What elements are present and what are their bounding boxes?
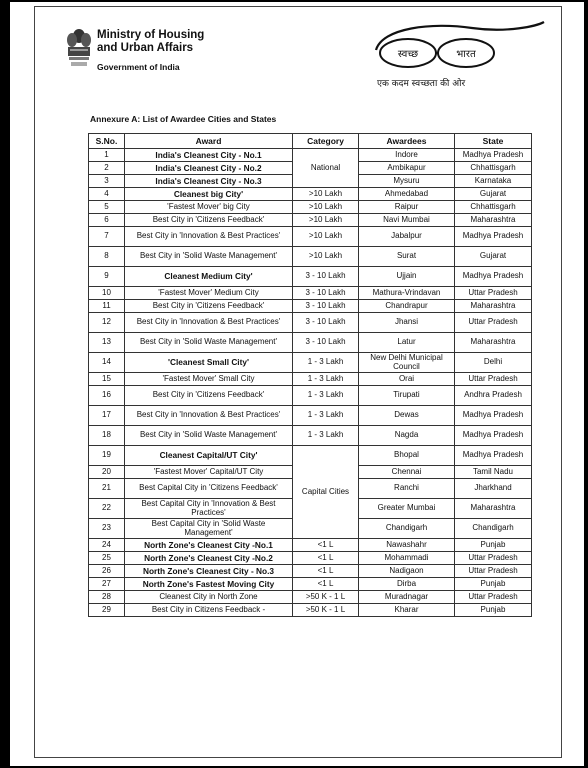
cell-sno: 23	[89, 519, 125, 539]
cell-awardee: Chennai	[359, 466, 455, 479]
cell-awardee: Raipur	[359, 201, 455, 214]
cell-awardee: Orai	[359, 373, 455, 386]
cell-category: <1 L	[293, 552, 359, 565]
cell-state: Maharashtra	[455, 333, 532, 353]
cell-sno: 27	[89, 578, 125, 591]
cell-category: >10 Lakh	[293, 247, 359, 267]
table-row	[89, 552, 532, 565]
cell-state: Madhya Pradesh	[455, 227, 532, 247]
tagline: एक कदम स्वच्छता की ओर	[377, 79, 466, 89]
cell-category: >50 K - 1 L	[293, 591, 359, 604]
col-header-sno: S.No.	[89, 134, 125, 149]
cell-awardee: Mohammadi	[359, 552, 455, 565]
table-row	[89, 188, 532, 201]
cell-awardee: Jhansi	[359, 313, 455, 333]
cell-award: 'Fastest Mover' big City	[125, 201, 293, 214]
cell-award: Best City in Citizens Feedback -	[125, 604, 293, 617]
cell-sno: 9	[89, 267, 125, 287]
table-body	[89, 149, 532, 617]
cell-award: Best City in 'Solid Waste Management'	[125, 426, 293, 446]
cell-awardee: Ranchi	[359, 479, 455, 499]
table-row	[89, 565, 532, 578]
cell-category: 1 - 3 Lakh	[293, 426, 359, 446]
cell-category: >10 Lakh	[293, 214, 359, 227]
table-header-row	[89, 134, 532, 149]
table-row	[89, 300, 532, 313]
cell-awardee: Indore	[359, 149, 455, 162]
cell-sno: 24	[89, 539, 125, 552]
cell-state: Gujarat	[455, 188, 532, 201]
cell-awardee: Navi Mumbai	[359, 214, 455, 227]
table-row	[89, 386, 532, 406]
cell-state: Maharashtra	[455, 300, 532, 313]
cell-state: Chandigarh	[455, 519, 532, 539]
cell-state: Maharashtra	[455, 499, 532, 519]
cell-sno: 13	[89, 333, 125, 353]
cell-awardee: Dewas	[359, 406, 455, 426]
national-emblem-icon	[65, 27, 93, 71]
cell-state: Madhya Pradesh	[455, 426, 532, 446]
ministry-line-1: Ministry of Housing	[97, 29, 205, 41]
cell-sno: 14	[89, 353, 125, 373]
cell-awardee: Nadigaon	[359, 565, 455, 578]
cell-state: Andhra Pradesh	[455, 386, 532, 406]
cell-sno: 2	[89, 162, 125, 175]
cell-awardee: Nawashahr	[359, 539, 455, 552]
table-row	[89, 406, 532, 426]
table-row	[89, 267, 532, 287]
cell-awardee: Nagda	[359, 426, 455, 446]
cell-award: North Zone's Cleanest City -No.2	[125, 552, 293, 565]
cell-awardee: Muradnagar	[359, 591, 455, 604]
cell-sno: 5	[89, 201, 125, 214]
col-header-awardees: Awardees	[359, 134, 455, 149]
cell-sno: 4	[89, 188, 125, 201]
cell-category: 3 - 10 Lakh	[293, 333, 359, 353]
cell-state: Chhattisgarh	[455, 162, 532, 175]
cell-sno: 15	[89, 373, 125, 386]
cell-awardee: Bhopal	[359, 446, 455, 466]
logo-word-left: स्वच्छ	[397, 49, 419, 60]
cell-awardee: Greater Mumbai	[359, 499, 455, 519]
cell-award: Best Capital City in 'Citizens Feedback'	[125, 479, 293, 499]
cell-sno: 11	[89, 300, 125, 313]
table-row	[89, 287, 532, 300]
cell-category: >10 Lakh	[293, 227, 359, 247]
cell-sno: 18	[89, 426, 125, 446]
cell-award: Cleanest City in North Zone	[125, 591, 293, 604]
cell-state: Karnataka	[455, 175, 532, 188]
cell-award: India's Cleanest City - No.1	[125, 149, 293, 162]
cell-award: 'Cleanest Small City'	[125, 353, 293, 373]
ministry-name	[97, 29, 204, 55]
cell-award: 'Fastest Mover' Small City	[125, 373, 293, 386]
cell-sno: 26	[89, 565, 125, 578]
cell-state: Punjab	[455, 604, 532, 617]
cell-awardee: Ahmedabad	[359, 188, 455, 201]
cell-state: Uttar Pradesh	[455, 313, 532, 333]
cell-award: Best City in 'Innovation & Best Practices'	[125, 313, 293, 333]
cell-category: 1 - 3 Lakh	[293, 386, 359, 406]
cell-category: 1 - 3 Lakh	[293, 353, 359, 373]
cell-awardee: Dirba	[359, 578, 455, 591]
col-header-state: State	[455, 134, 532, 149]
cell-awardee: Surat	[359, 247, 455, 267]
cell-category: <1 L	[293, 565, 359, 578]
cell-sno: 6	[89, 214, 125, 227]
cell-awardee: Chandrapur	[359, 300, 455, 313]
cell-category: <1 L	[293, 578, 359, 591]
cell-awardee: Kharar	[359, 604, 455, 617]
cell-award: Best Capital City in 'Innovation & Best Practices'	[125, 499, 293, 519]
col-header-category: Category	[293, 134, 359, 149]
cell-state: Uttar Pradesh	[455, 565, 532, 578]
cell-sno: 25	[89, 552, 125, 565]
cell-category-national: National	[293, 149, 359, 188]
swachh-bharat-logo	[372, 20, 548, 70]
cell-state: Uttar Pradesh	[455, 591, 532, 604]
cell-awardee: Ujjain	[359, 267, 455, 287]
cell-sno: 22	[89, 499, 125, 519]
cell-state: Punjab	[455, 578, 532, 591]
cell-award: North Zone's Fastest Moving City	[125, 578, 293, 591]
cell-sno: 28	[89, 591, 125, 604]
cell-category: 3 - 10 Lakh	[293, 300, 359, 313]
col-header-award: Award	[125, 134, 293, 149]
cell-category: 1 - 3 Lakh	[293, 373, 359, 386]
cell-sno: 17	[89, 406, 125, 426]
table-row	[89, 214, 532, 227]
logo-word-right: भारत	[456, 49, 476, 60]
cell-sno: 21	[89, 479, 125, 499]
cell-award: Best City in 'Citizens Feedback'	[125, 386, 293, 406]
cell-sno: 7	[89, 227, 125, 247]
cell-state: Uttar Pradesh	[455, 552, 532, 565]
table-row	[89, 227, 532, 247]
cell-sno: 29	[89, 604, 125, 617]
table-row	[89, 313, 532, 333]
cell-sno: 19	[89, 446, 125, 466]
cell-sno: 3	[89, 175, 125, 188]
cell-award: Cleanest Medium City'	[125, 267, 293, 287]
document-page	[10, 2, 584, 766]
cell-award: India's Cleanest City - No.2	[125, 162, 293, 175]
table-row	[89, 426, 532, 446]
table-row	[89, 201, 532, 214]
cell-awardee: Ambikapur	[359, 162, 455, 175]
cell-award: North Zone's Cleanest City -No.1	[125, 539, 293, 552]
cell-state: Gujarat	[455, 247, 532, 267]
cell-category: 3 - 10 Lakh	[293, 267, 359, 287]
cell-state: Maharashtra	[455, 214, 532, 227]
cell-awardee: Chandigarh	[359, 519, 455, 539]
table-row	[89, 591, 532, 604]
table-row	[89, 373, 532, 386]
table-row	[89, 247, 532, 267]
cell-category: 3 - 10 Lakh	[293, 287, 359, 300]
cell-category: <1 L	[293, 539, 359, 552]
table-row	[89, 333, 532, 353]
cell-award: Best City in 'Solid Waste Management'	[125, 247, 293, 267]
cell-award: Cleanest big City'	[125, 188, 293, 201]
cell-sno: 16	[89, 386, 125, 406]
awardee-table	[88, 133, 532, 617]
table-row	[89, 353, 532, 373]
cell-category: >10 Lakh	[293, 201, 359, 214]
cell-state: Madhya Pradesh	[455, 446, 532, 466]
cell-award: Best City in 'Solid Waste Management'	[125, 333, 293, 353]
cell-sno: 20	[89, 466, 125, 479]
table-row	[89, 149, 532, 162]
annex-title: Annexure A: List of Awardee Cities and States	[90, 114, 277, 124]
cell-state: Madhya Pradesh	[455, 149, 532, 162]
cell-award: Best City in 'Innovation & Best Practices'	[125, 227, 293, 247]
table-row	[89, 578, 532, 591]
cell-state: Punjab	[455, 539, 532, 552]
cell-award: Best City in 'Innovation & Best Practices'	[125, 406, 293, 426]
cell-state: Uttar Pradesh	[455, 373, 532, 386]
cell-category-capital: Capital Cities	[293, 446, 359, 539]
cell-category: >50 K - 1 L	[293, 604, 359, 617]
cell-award: 'Fastest Mover' Medium City	[125, 287, 293, 300]
cell-awardee: Tirupati	[359, 386, 455, 406]
cell-awardee: Mathura-Vrindavan	[359, 287, 455, 300]
cell-awardee: Latur	[359, 333, 455, 353]
cell-state: Delhi	[455, 353, 532, 373]
cell-sno: 12	[89, 313, 125, 333]
cell-award: 'Fastest Mover' Capital/UT City	[125, 466, 293, 479]
cell-category: 1 - 3 Lakh	[293, 406, 359, 426]
ministry-line-2: and Urban Affairs	[97, 42, 194, 54]
cell-award: Best Capital City in 'Solid Waste Management'	[125, 519, 293, 539]
cell-sno: 1	[89, 149, 125, 162]
cell-award: North Zone's Cleanest City - No.3	[125, 565, 293, 578]
government-label: Government of India	[97, 62, 180, 72]
table-row	[89, 446, 532, 466]
cell-sno: 8	[89, 247, 125, 267]
cell-award: Best City in 'Citizens Feedback'	[125, 214, 293, 227]
table-row	[89, 604, 532, 617]
cell-award: Cleanest Capital/UT City'	[125, 446, 293, 466]
cell-state: Madhya Pradesh	[455, 406, 532, 426]
cell-state: Jharkhand	[455, 479, 532, 499]
cell-state: Uttar Pradesh	[455, 287, 532, 300]
cell-award: Best City in 'Citizens Feedback'	[125, 300, 293, 313]
cell-category: >10 Lakh	[293, 188, 359, 201]
table-row	[89, 539, 532, 552]
cell-award: India's Cleanest City - No.3	[125, 175, 293, 188]
cell-sno: 10	[89, 287, 125, 300]
cell-awardee: Jabalpur	[359, 227, 455, 247]
cell-awardee: Mysuru	[359, 175, 455, 188]
cell-awardee: New Delhi Municipal Council	[359, 353, 455, 373]
cell-state: Madhya Pradesh	[455, 267, 532, 287]
cell-category: 3 - 10 Lakh	[293, 313, 359, 333]
cell-state: Tamil Nadu	[455, 466, 532, 479]
cell-state: Chhattisgarh	[455, 201, 532, 214]
